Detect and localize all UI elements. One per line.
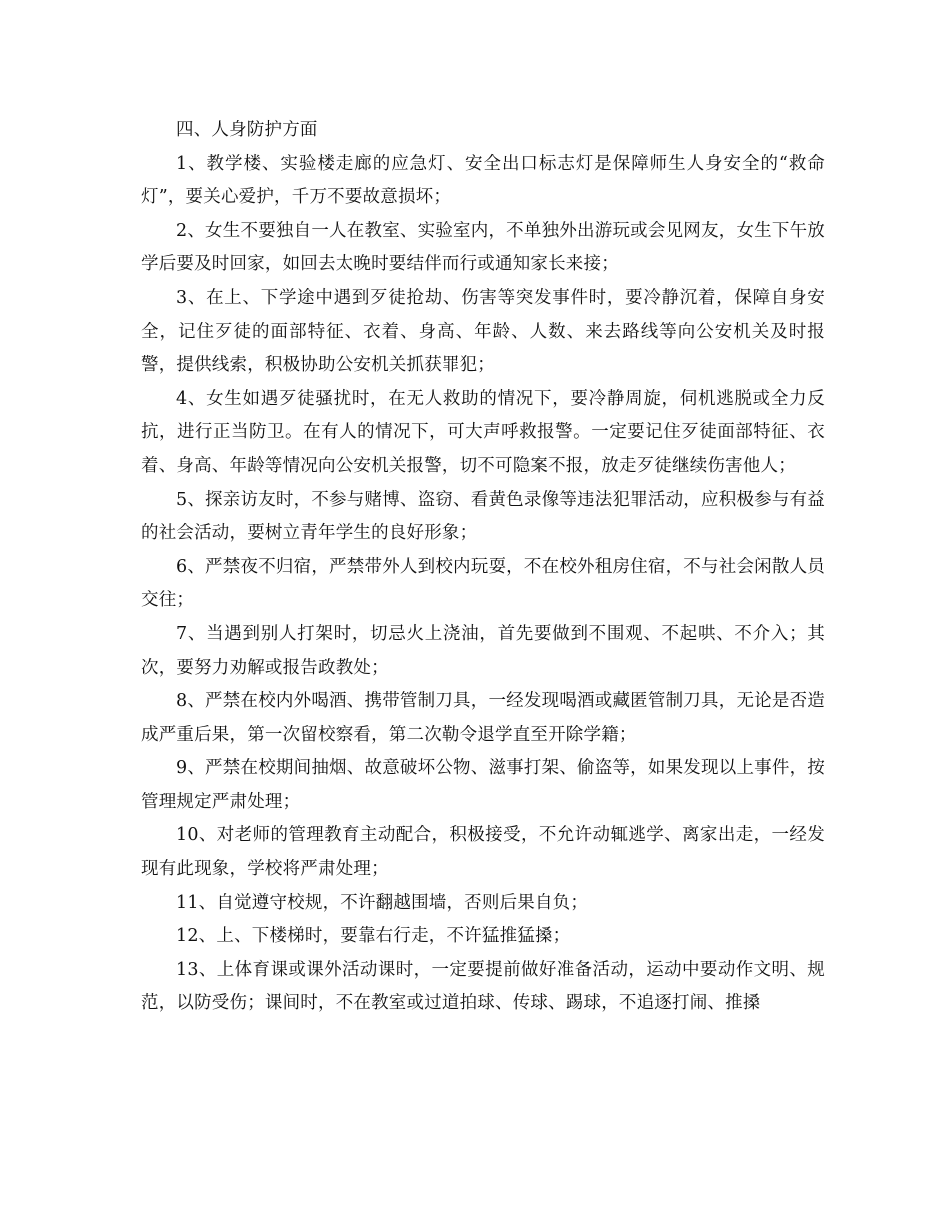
list-item-5: 5、探亲访友时，不参与赌博、盗窃、看黄色录像等违法犯罪活动，应积极参与有益的社会活动，要树立青年学生的良好形象； [141,489,825,544]
list-item-11: 11、自觉遵守校规，不许翻越围墙，否则后果自负； [176,892,589,913]
list-item-9: 9、严禁在校期间抽烟、故意破坏公物、滋事打架、偷盗等，如果发现以上事件，按管理规定严肃处理； [141,758,825,812]
list-item-6: 6、严禁夜不归宿，严禁带外人到校内玩耍，不在校外租房住宿，不与社会闲散人员交往； [141,556,825,611]
document-body [141,114,825,1021]
list-item-2: 2、女生不要独自一人在教室、实验室内，不单独外出游玩或会见网友，女生下午放学后要及时回家，如回去太晚时要结伴而行或通知家长来接； [141,220,825,275]
list-item-10: 10、对老师的管理教育主动配合，积极接受，不允许动辄逃学、离家出走，一经发现有此现象，学校将严肃处理； [141,825,825,880]
list-item-8: 8、严禁在校内外喝酒、携带管制刀具，一经发现喝酒或藏匿管制刀具，无论是否造成严重后果，第一次留校察看，第二次勒令退学直至开除学籍； [141,691,825,745]
list-item-1: 1、教学楼、实验楼走廊的应急灯、安全出口标志灯是保障师生人身安全的“救命灯”，要关心爱护，千万不要故意损坏； [141,153,825,208]
section-heading: 四、人身防护方面 [176,120,318,140]
list-item-7: 7、当遇到别人打架时，切忌火上浇油，首先要做到不围观、不起哄、不介入；其次，要努力劝解或报告政教处； [141,623,825,678]
list-item-4: 4、女生如遇歹徒骚扰时，在无人救助的情况下，要冷静周旋，伺机逃脱或全力反抗，进行正当防卫。在有人的情况下，可大声呼救报警。一定要记住歹徒面部特征、衣着、身高、年龄等情况向公安机关报警，切不可隐案不报，放走歹徒继续伤害他人； [141,388,825,476]
list-item-3: 3、在上、下学途中遇到歹徒抢劫、伤害等突发事件时，要冷静沉着，保障自身安全，记住歹徒的面部特征、衣着、身高、年龄、人数、来去路线等向公安机关及时报警，提供线索，积极协助公安机关抓获罪犯； [141,287,825,376]
list-item-12: 12、上、下楼梯时，要靠右行走，不许猛推猛搡； [176,926,571,947]
list-item-13: 13、上体育课或课外活动课时，一定要提前做好准备活动，运动中要动作文明、规范，以防受伤；课间时，不在教室或过道拍球、传球、踢球，不追逐打闹、推搡 [141,959,825,1014]
